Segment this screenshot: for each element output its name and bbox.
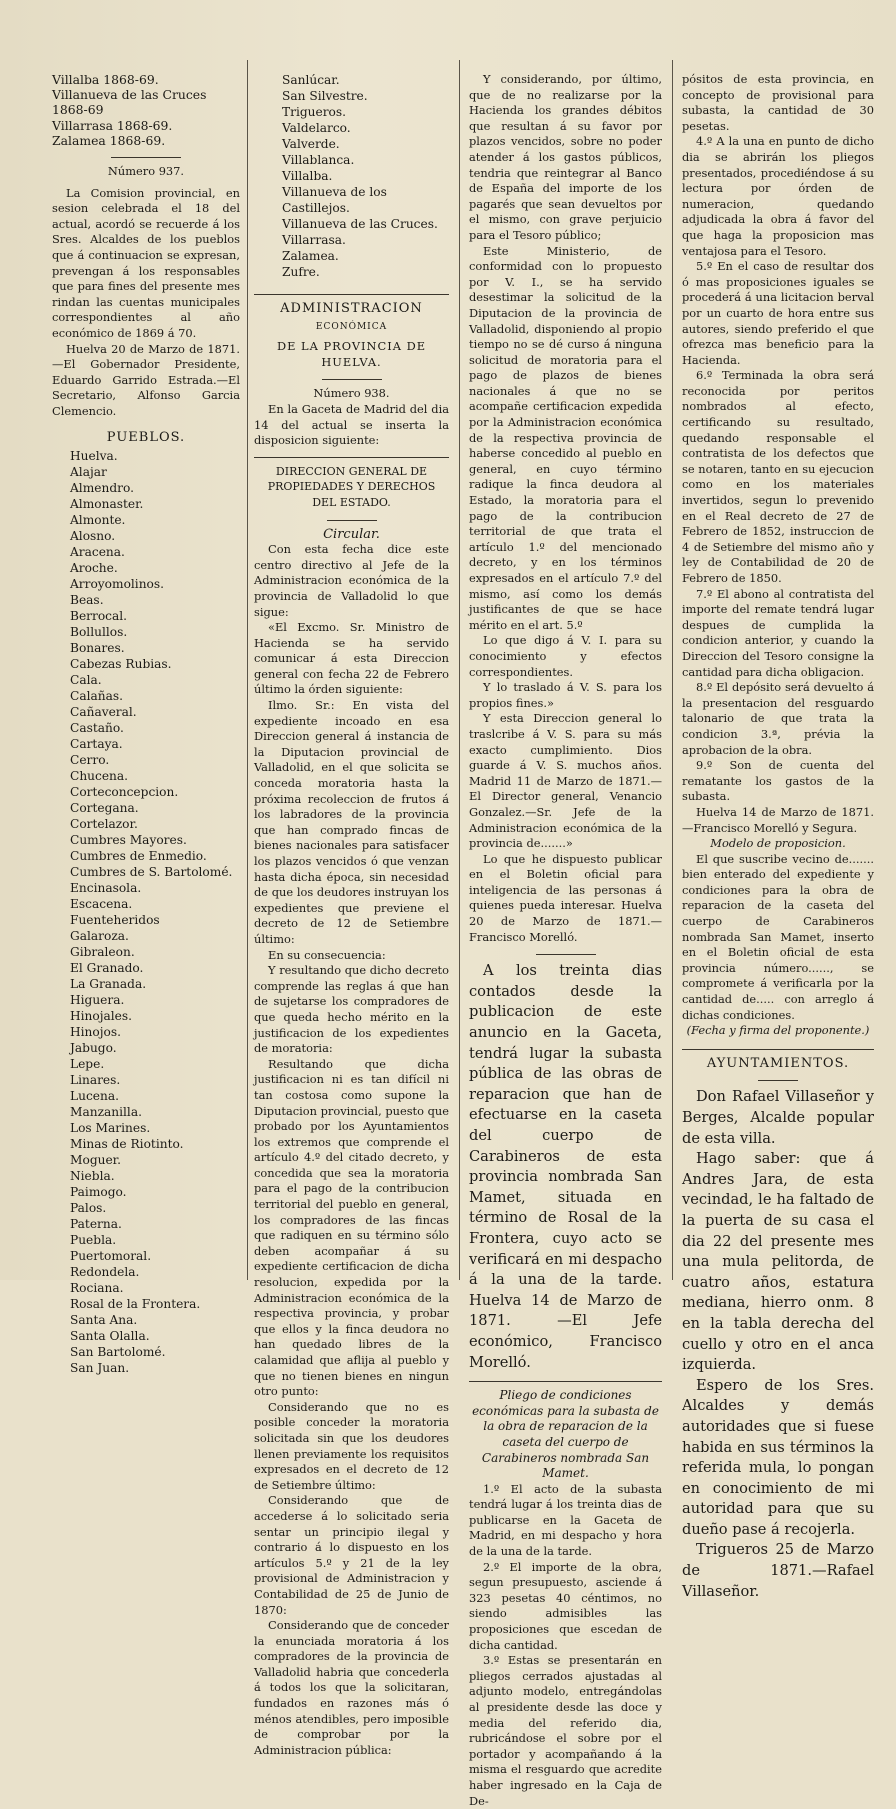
condition: pósitos de esta provincia, en concepto de provisional para subasta, la cantidad de 30 pesetas.: [682, 72, 874, 133]
town-item: Linares.: [70, 1073, 121, 1088]
paragraph: Considerando que de conceder la enunciada moratoria á los compradores de la provincia de Valladolid habria que concederla á todos los que la solicitaran, fundados en razones más ó ménos atendibles, pero imposible de comprobar por la Administracion pública:: [254, 1618, 449, 1757]
accounts-list: [52, 72, 240, 148]
town-item: Villarrasa.: [282, 233, 346, 247]
list-item: Zalamea 1868-69.: [52, 132, 166, 148]
divider: [254, 294, 449, 295]
town-item: Corteconcepcion.: [70, 785, 179, 800]
paragraph: «El Excmo. Sr. Ministro de Hacienda se ha servido comunicar á esta Direccion general con fecha 22 de Febrero último la órden siguiente:: [254, 620, 449, 697]
towns-list: [254, 72, 449, 280]
modelo-heading: Modelo de proposicion.: [710, 836, 846, 851]
ayuntamientos-title: AYUNTAMIENTOS.: [706, 1055, 850, 1071]
divider: [111, 157, 181, 158]
divider: [327, 520, 377, 521]
town-item: Lepe.: [70, 1057, 105, 1072]
condition: 2.º El importe de la obra, segun presupuesto, asciende á 323 pesetas 40 céntimos, no siendo admisibles las proposiciones que escedan de dicha cantidad.: [469, 1559, 662, 1652]
paragraph: Lo que he dispuesto publicar en el Boletin oficial para inteligencia de las personas á quienes pueda interesar. Huelva 20 de Marzo de 1871.—Francisco Morelló.: [469, 851, 662, 944]
list-item: Villarrasa 1868-69.: [52, 117, 173, 133]
town-item: Cumbres de S. Bartolomé.: [70, 865, 233, 880]
divider: [322, 379, 382, 380]
town-item: Villanueva de las Cruces.: [282, 217, 438, 231]
town-item: Santa Ana.: [70, 1313, 138, 1328]
town-item: Cumbres de Enmedio.: [70, 849, 207, 864]
town-item: Lucena.: [70, 1089, 119, 1104]
town-item: Cañaveral.: [70, 705, 137, 720]
town-item: Galaroza.: [70, 929, 129, 944]
divider: [758, 1080, 798, 1081]
town-item: Higuera.: [70, 993, 125, 1008]
town-item: Alosno.: [70, 529, 116, 544]
admin-province: DE LA PROVINCIA DE HUELVA.: [276, 339, 427, 369]
town-item: Redondela.: [70, 1265, 140, 1280]
town-item: Almonaster.: [70, 497, 144, 512]
paragraph: Y esta Direccion general lo traslcribe á V. S. para su más exacto cumplimiento. Dios guarde á V. S. muchos años. Madrid 11 de Marzo de 1871.—El Director general, Venancio Gonzalez.—Sr. Jefe de la Administracion económica de la provincia de.......»: [469, 711, 662, 851]
town-item: Fuenteheridos: [70, 913, 160, 928]
condition: 6.º Terminada la obra será reconocida por peritos nombrados al efecto, certificando su resultado, quedando responsable el contratista de los defectos que se notaren, tanto en su ejecucion como en los materiales invertidos, segun lo prevenido en el Real decreto de 27 de Febrero de 1852, instruccion de 4 de Setiembre del mismo año y ley de Contabilidad de 20 de Febrero de 1850.: [682, 368, 874, 585]
town-item: Villablanca.: [282, 153, 355, 167]
ayuntamiento-notice: Hago saber: que á Andres Jara, de esta vecindad, le ha faltado de la puerta de su casa el dia 22 del presente mes una mula pelitorda, de cuatro años, estatura mediana, hierro onm. 8 en la tabla derecha del cuello y otro en el anca izquierda.: [682, 1150, 874, 1374]
town-item: Cortelazor.: [70, 817, 138, 832]
town-item: Hinojales.: [70, 1009, 132, 1024]
ayuntamiento-notice: Espero de los Sres. Alcaldes y demás autoridades que si fuese habida en sus términos la referida mula, lo pongan en conocimiento de mi autoridad para que su dueño pase á recojerla.: [682, 1376, 874, 1538]
town-item: La Granada.: [70, 977, 147, 992]
intro-text: En la Gaceta de Madrid del dia 14 del actual se inserta la disposicion siguiente:: [254, 401, 449, 448]
town-item: Niebla.: [70, 1169, 115, 1184]
town-item: Beas.: [70, 593, 104, 608]
town-item: Los Marines.: [70, 1121, 151, 1136]
condition: 1.º El acto de la subasta tendrá lugar á los treinta dias de publicarse en la Gaceta de Madrid, en mi despacho y hora de la una de la tarde.: [469, 1481, 662, 1559]
town-item: Valdelarco.: [282, 121, 351, 135]
town-item: Cerro.: [70, 753, 110, 768]
announcement-text: La Comision provincial, en sesion celebrada el 18 del actual, acordó se recuerde á los Sres. Alcaldes de los pueblos que á continuacion se expresan, prevengan á los responsables que para fines del presente mes rindan las cuentas municipales correspondientes al año económico de 1869 á 70.: [52, 185, 240, 340]
town-item: Valverde.: [282, 137, 340, 151]
list-item: Villalba 1868-69.: [52, 72, 159, 87]
town-item: Paimogo.: [70, 1185, 127, 1200]
paragraph: Considerando que de accederse á lo solicitado seria sentar un principio ilegal y contrario á lo dispuesto en los artículos 5.º y 21 de la ley provisional de Administracion y Contabilidad de 25 de Junio de 1870:: [254, 1493, 449, 1617]
town-item: Arroyomolinos.: [70, 577, 165, 592]
town-item: Cartaya.: [70, 737, 123, 752]
town-item: Cortegana.: [70, 801, 139, 816]
column-rule: [459, 60, 460, 1280]
town-item: Puertomoral.: [70, 1249, 152, 1264]
admin-title: ADMINISTRACION: [280, 301, 423, 316]
town-item: Cala.: [70, 673, 102, 688]
column-1: [52, 72, 240, 1376]
divider: [469, 1381, 662, 1382]
town-item: Gibraleon.: [70, 945, 135, 960]
divider: [682, 1049, 874, 1050]
paragraph: En su consecuencia:: [268, 947, 386, 962]
town-item: Cumbres Mayores.: [70, 833, 187, 848]
direccion-heading: DIRECCION GENERAL DE PROPIEDADES Y DERECHOS DEL ESTADO.: [267, 464, 436, 509]
paragraph: Considerando que no es posible conceder la moratoria solicitada sin que los deudores llenen previamente los requisitos expresados en el decreto de 12 de Setiembre último:: [254, 1399, 449, 1492]
paragraph: Y lo traslado á V. S. para los propios fines.»: [469, 680, 662, 710]
fecha-firma: (Fecha y firma del proponente.): [686, 1023, 870, 1038]
paragraph: Lo que digo á V. I. para su conocimiento y efectos correspondientes.: [469, 633, 662, 679]
town-item: Moguer.: [70, 1153, 122, 1168]
paragraph: Y considerando, por último, que de no realizarse por la Hacienda los grandes débitos que resultan á su favor por plazos vencidos, sobre no poder atender á los gastos públicos, tendria que reintegrar al Banco de España del importe de los pagarés que sean devueltos por el mismo, con grave perjuicio para el Tesoro público;: [469, 72, 662, 242]
town-item: Aroche.: [70, 561, 118, 576]
condition: 8.º El depósito será devuelto á la presentacion del resguardo talonario de que trata la condicion 3.ª, prévia la aprobacion de la obra.: [682, 680, 874, 757]
admin-subtitle: ECONÓMICA: [315, 321, 388, 332]
town-item: Chucena.: [70, 769, 129, 784]
towns-title: PUEBLOS.: [106, 429, 186, 445]
town-item: Villalba.: [282, 169, 333, 183]
towns-list: [52, 448, 240, 1376]
town-item: Bonares.: [70, 641, 125, 656]
paragraph: Y resultando que dicho decreto comprende las reglas á que han de sujetarse los compradores de que queda hecho mérito en la justificacion de los expedientes de moratoria:: [254, 963, 449, 1056]
divider: [536, 954, 596, 955]
town-item: San Bartolomé.: [70, 1345, 166, 1360]
signature: Huelva 14 de Marzo de 1871.—Francisco Morelló y Segura.: [682, 804, 874, 835]
town-item: Minas de Riotinto.: [70, 1137, 184, 1152]
town-item: Alajar: [70, 465, 107, 480]
town-item: Escacena.: [70, 897, 133, 912]
town-item: San Silvestre.: [282, 89, 368, 103]
town-item: Almendro.: [70, 481, 134, 496]
condition: 7.º El abono al contratista del importe del remate tendrá lugar despues de cumplida la condicion anterior, y cuando la Direccion del Tesoro consigne la cantidad para dicha obligacion.: [682, 586, 874, 679]
town-item: Aracena.: [70, 545, 125, 560]
condition: 4.º A la una en punto de dicho dia se abrirán los pliegos presentados, procediéndose á su lectura por órden de numeracion, quedando adjudicada la obra á favor del que haga la proposicion mas ventajosa para el Tesoro.: [682, 134, 874, 258]
town-item: Calañas.: [70, 689, 123, 704]
circular-heading: Circular.: [323, 526, 380, 542]
town-item: Almonte.: [70, 513, 126, 528]
condition: 5.º En el caso de resultar dos ó mas proposiciones iguales se procederá á una licitacion berval por un cuarto de hora entre sus autores, siendo preferido el que ofrezca mas beneficio para la Hacienda.: [682, 259, 874, 367]
town-item: Jabugo.: [70, 1041, 117, 1056]
ayuntamiento-notice: Don Rafael Villaseñor y Berges, Alcalde popular de esta villa.: [682, 1088, 874, 1147]
town-item: Huelva.: [70, 449, 118, 464]
town-item: Villanueva de los Castillejos.: [282, 185, 387, 215]
condition: 9.º Son de cuenta del rematante los gastos de la subasta.: [682, 758, 874, 804]
town-item: Sanlúcar.: [282, 73, 340, 87]
town-item: Cabezas Rubias.: [70, 657, 172, 672]
modelo-text: El que suscribe vecino de....... bien enterado del expediente y condiciones para la obra de reparacion de la caseta del cuerpo de Carabineros nombrada San Mamet, inserto en el Boletin oficial de esta provincia número......, se compromete á verificarla por la cantidad de..... con arreglo á dichas condiciones.: [682, 851, 874, 1022]
town-item: Zufre.: [282, 265, 320, 279]
announcement-signature: Huelva 20 de Marzo de 1871.—El Gobernador Presidente, Eduardo Garrido Estrada.—El Secretario, Alfonso Garcia Clemencio.: [52, 341, 240, 418]
numero-heading: Número 938.: [313, 386, 390, 401]
town-item: Palos.: [70, 1201, 107, 1216]
paragraph: Con esta fecha dice este centro directivo al Jefe de la Administracion económica de la provincia de Valladolid lo que sigue:: [254, 542, 449, 619]
column-rule: [247, 60, 248, 1280]
town-item: Hinojos.: [70, 1025, 121, 1040]
town-item: Santa Olalla.: [70, 1329, 150, 1344]
town-item: Zalamea.: [282, 249, 339, 263]
town-item: San Juan.: [70, 1361, 130, 1376]
list-item: Villanueva de las Cruces 1868-69: [52, 87, 207, 118]
divider: [254, 457, 449, 458]
paragraph: Este Ministerio, de conformidad con lo propuesto por V. I., se ha servido desestimar la solicitud de la Diputacion de la provincia de Valladolid, disponiendo al propio tiempo no se dé curso á ninguna solicitud de moratoria para el pago de plazos de bienes nacionales á que no se acompañe certificacion expedida por la Administracion económica de la respectiva provincia de haberse concedido al pueblo en general, en cuyo término radique la finca deudora al Estado, la moratoria para el pago de la contribucion territorial de que trata el artículo 1.º del mencionado decreto, y en los términos expresados en el artículo 7.º del mismo, así como los demás justificantes de que se hace mérito en el art. 5.º: [469, 243, 662, 632]
column-3: [469, 72, 662, 1809]
town-item: Rociana.: [70, 1281, 124, 1296]
subasta-announcement: A los treinta dias contados desde la publicacion de este anuncio en la Gaceta, tendrá lugar la subasta pública de las obras de reparacion que han de efectuarse en la caseta del cuerpo de Carabineros de esta provincia nombrada San Mamet, situada en término de Rosal de la Frontera, cuyo acto se verificará en mi despacho á la una de la tarde. Huelva 14 de Marzo de 1871. —El Jefe económico, Francisco Morelló.: [469, 962, 662, 1371]
column-2: [254, 72, 449, 1758]
town-item: Rosal de la Frontera.: [70, 1297, 201, 1312]
town-item: Bollullos.: [70, 625, 128, 640]
town-item: Berrocal.: [70, 609, 128, 624]
condition: 3.º Estas se presentarán en pliegos cerrados ajustadas al adjunto modelo, entregándolas al presidente desde las doce y media del referido dia, rubricándose el sobre por el portador y acompañando á la misma el resguardo que acredite haber ingresado en la Caja de De-: [469, 1653, 662, 1808]
paragraph: Ilmo. Sr.: En vista del expediente incoado en esa Direccion general á instancia de la Diputacion provincial de Valladolid, en el que solicita se conceda moratoria hasta la próxima recoleccion de frutos á los labradores de la provincia que han comprado fincas de bienes nacionales para satisfacer los plazos vencidos ó que venzan hasta dicha época, sin necesidad de que los deudores instruyan los expedientes que previene el decreto de 12 de Setiembre último:: [254, 698, 449, 946]
column-rule: [672, 60, 673, 1280]
town-item: Paterna.: [70, 1217, 122, 1232]
town-item: Manzanilla.: [70, 1105, 142, 1120]
town-item: Encinasola.: [70, 881, 142, 896]
town-item: Castaño.: [70, 721, 124, 736]
ayuntamiento-notice: Trigueros 25 de Marzo de 1871.—Rafael Villaseñor.: [682, 1541, 874, 1600]
column-4: [682, 72, 874, 1602]
town-item: El Granado.: [70, 961, 144, 976]
numero-heading: Número 937.: [107, 164, 185, 179]
town-item: Puebla.: [70, 1233, 117, 1248]
pliego-title: Pliego de condiciones económicas para la subasta de la obra de reparacion de la caseta del cuerpo de Carabineros nombrada San Mamet.: [472, 1388, 659, 1481]
town-item: Trigueros.: [282, 105, 347, 119]
paragraph: Resultando que dicha justificacion ni es tan difícil ni tan costosa como supone la Diputacion provincial, puesto que probado por los Ayuntamientos los extremos que comprende el artículo 4.º del citado decreto, y concedida que sea la moratoria para el pago de la contribucion territorial del pueblo en general, los compradores de las fincas que radiquen en su término sólo deben acompañar á su expediente certificacion de dicha resolucion, expedida por la Administracion económica de la respectiva provincia, y probar que ellos y la finca deudora no han quedado libres de la calamidad que aflija al pueblo y que no tienen bienes en ningun otro punto:: [254, 1056, 449, 1399]
